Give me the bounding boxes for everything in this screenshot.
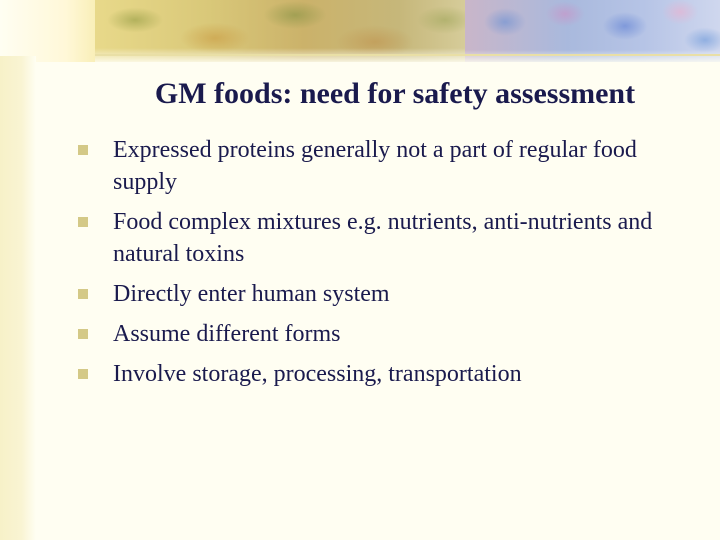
flower-image-strip (465, 0, 720, 62)
bullet-text: Involve storage, processing, transportation (113, 361, 522, 387)
bullet-item (78, 278, 678, 310)
left-decorative-strip (0, 56, 36, 540)
bullet-item (78, 358, 678, 390)
bullet-text: Food complex mixtures e.g. nutrients, anti-nutrients and natural toxins (113, 209, 653, 267)
decorative-banner (0, 0, 720, 62)
square-bullet-icon (78, 369, 88, 379)
bullet-text: Directly enter human system (113, 281, 390, 307)
slide-title: GM foods: need for safety assessment (154, 77, 636, 110)
bullet-item (78, 134, 678, 198)
bullet-text: Assume different forms (113, 321, 341, 347)
square-bullet-icon (78, 329, 88, 339)
bullet-item (78, 318, 678, 350)
bullet-list (78, 134, 678, 398)
square-bullet-icon (78, 145, 88, 155)
leaf-image-strip (95, 0, 475, 62)
bullet-text: Expressed proteins generally not a part of regular food supply (113, 137, 637, 195)
banner-divider (95, 54, 720, 56)
bullet-item (78, 206, 678, 270)
banner-fade (0, 0, 110, 62)
square-bullet-icon (78, 289, 88, 299)
square-bullet-icon (78, 217, 88, 227)
